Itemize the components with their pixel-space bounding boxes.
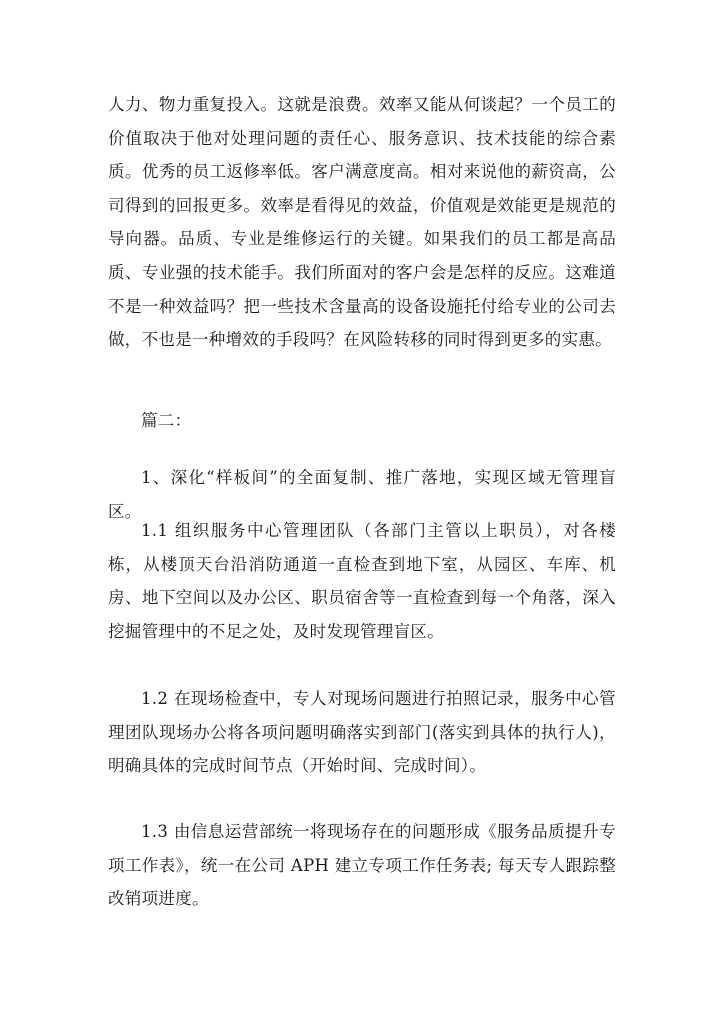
numbered-item-1-1: 1.1 组织服务中心管理团队（各部门主管以上职员），对各楼栋，从楼顶天台沿消防通道一直检查到地下室，从园区、车库、机房、地下空间以及办公区、职员宿舍等一直检查到每一个角落，深入挖掘管理中的不足之处，及时发现管理盲区。 <box>108 521 616 641</box>
numbered-item-1-3: 1.3 由信息运营部统一将现场存在的问题形成《服务品质提升专项工作表》，统一在公司 APH 建立专项工作任务表; 每天专人跟踪整改销项进度。 <box>108 822 616 909</box>
section-heading: 篇二： <box>141 411 192 430</box>
numbered-item-1-2: 1.2 在现场检查中，专人对现场问题进行拍照记录，服务中心管理团队现场办公将各项问题明确落实到部门(落实到具体的执行人)，明确具体的完成时间节点（开始时间、完成时间）。 <box>108 689 616 776</box>
numbered-item-1: 1、深化“样板间”的全面复制、推广落地，实现区域无管理盲区。 <box>108 468 616 521</box>
paragraph-continuation: 人力、物力重复投入。这就是浪费。效率又能从何谈起？一个员工的价值取决于他对处理问题的责任心、服务意识、技术技能的综合素质。优秀的员工返修率低。客户满意度高。相对来说他的薪资高，公司得到的回报更多。效率是看得见的效益，价值观是效能更是规范的导向器。品质、专业是维修运行的关键。如果我们的员工都是高品质、专业强的技术能手。我们所面对的客户会是怎样的反应。这难道不是一种效益吗？把一些技术含量高的设备设施托付给专业的公司去做，不也是一种增效的手段吗？在风险转移的同时得到更多的实惠。 <box>108 95 616 350</box>
